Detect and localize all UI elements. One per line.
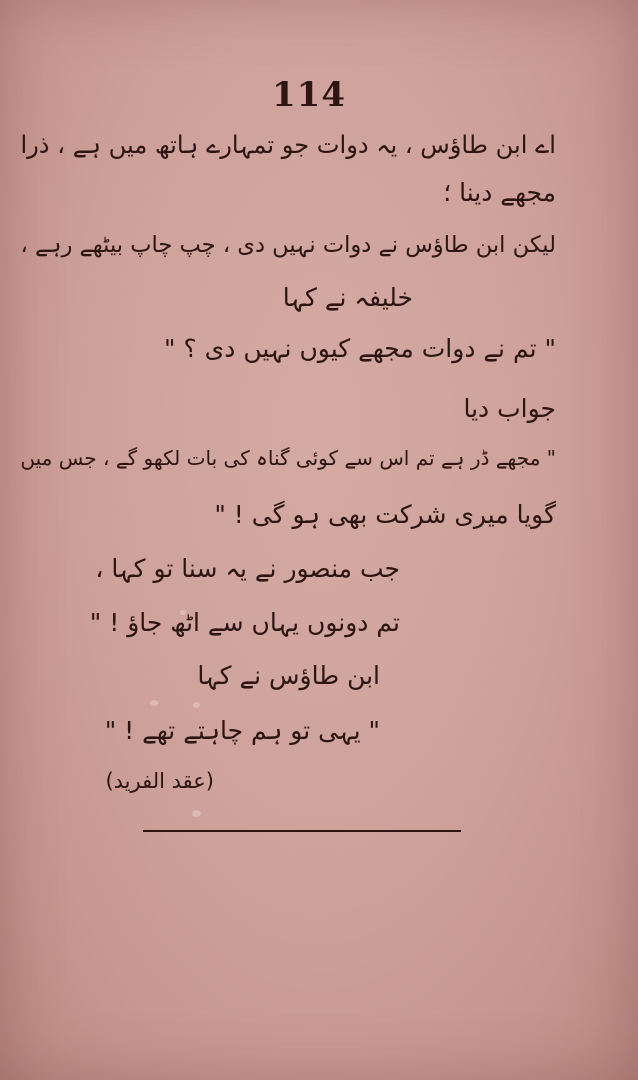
text-line: " یہی تو ہم چاہتے تھے ! " xyxy=(104,716,380,745)
paper-spot xyxy=(150,700,158,706)
text-line: مجھے دینا ؛ xyxy=(443,178,556,207)
text-line: " مجھے ڈر ہے تم اس سے کوئی گناہ کی بات لکھو گے ، جس میں xyxy=(20,446,556,470)
text-line: جواب دیا xyxy=(463,394,556,423)
text-line: اے ابن طاؤس ، یہ دوات جو تمہارے ہاتھ میں ہے ، ذرا xyxy=(20,131,556,159)
text-line: خلیفہ نے کہا xyxy=(282,283,413,312)
paper-spot xyxy=(192,810,201,817)
divider-line xyxy=(143,830,461,832)
text-line: جب منصور نے یہ سنا تو کہا ، xyxy=(95,554,400,583)
source-citation: (عقد الفرید) xyxy=(105,769,214,793)
page-number: 114 xyxy=(272,75,346,115)
text-line: " تم نے دوات مجھے کیوں نہیں دی ؟ " xyxy=(164,334,556,363)
text-line: ابن طاؤس نے کہا xyxy=(197,661,380,690)
paper-spot xyxy=(193,702,200,708)
text-line: تم دونوں یہاں سے اٹھ جاؤ ! " xyxy=(89,608,400,637)
text-line: لیکن ابن طاؤس نے دوات نہیں دی ، چپ چاپ بیٹھے رہے ، xyxy=(20,232,556,258)
text-line: گویا میری شرکت بھی ہو گی ! " xyxy=(214,500,556,529)
